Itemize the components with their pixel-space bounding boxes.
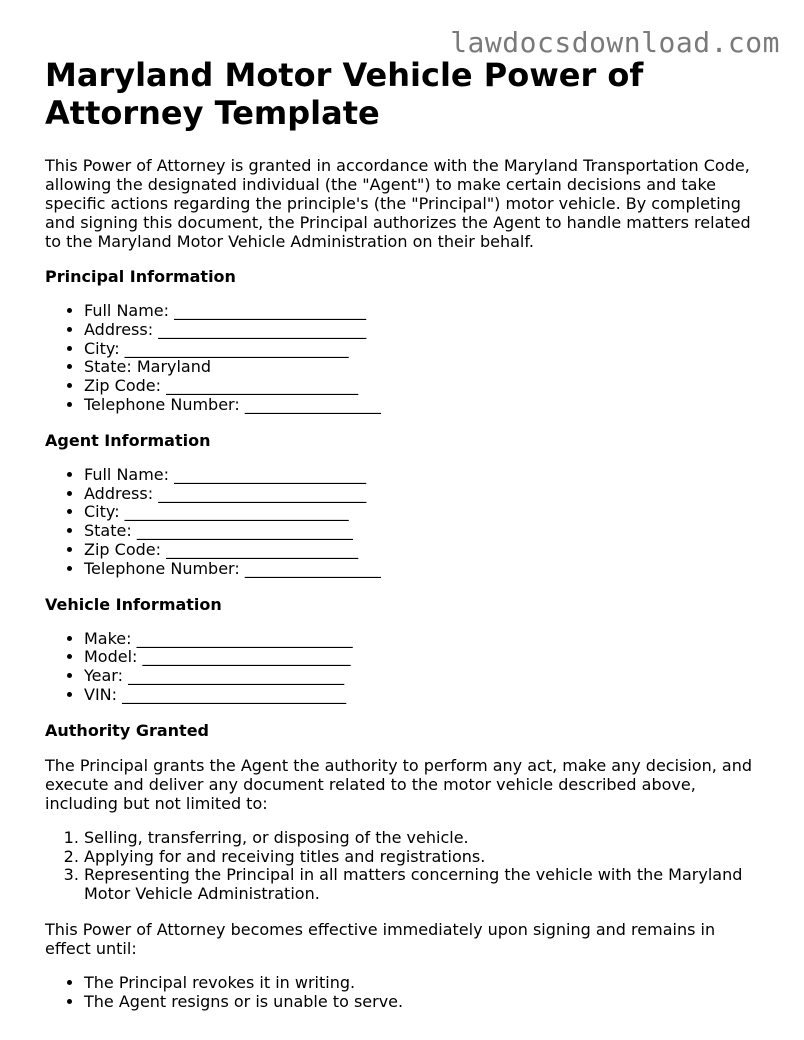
agent-city: • City: ____________________________ [84,503,765,522]
document-body [45,56,765,1012]
principal-zip: • Zip Code: ________________________ [84,377,765,396]
effective-paragraph: This Power of Attorney becomes effective immediately upon signing and remains in effect until: [45,919,716,958]
principal-telephone: • Telephone Number: _________________ [84,396,765,415]
authority-item-titles: 2. Applying for and receiving titles and registrations. [84,848,765,867]
authority-paragraph: The Principal grants the Agent the authority to perform any act, make any decision, and execute and deliver any document related to the motor vehicle described above, including but not limited to: [45,755,753,813]
principal-full-name: • Full Name: ________________________ [84,302,765,321]
authority-list [45,829,765,904]
agent-list [45,466,765,579]
agent-heading: Agent Information [45,430,211,450]
vehicle-vin: • VIN: ____________________________ [84,686,765,705]
principal-heading: Principal Information [45,267,236,286]
watermark: lawdocsdownload.com [450,26,780,59]
vehicle-make: • Make: ___________________________ [84,630,765,649]
vehicle-model: • Model: __________________________ [84,648,765,667]
principal-address: • Address: __________________________ [84,321,765,340]
agent-state: • State: ___________________________ [84,522,765,541]
effective-list [45,974,765,1012]
principal-list [45,302,765,415]
page-title: Maryland Motor Vehicle Power of Attorney Template [45,56,644,132]
principal-state: • State: Maryland [84,358,765,377]
authority-item-representing: 3. Representing the Principal in all matters concerning the vehicle with the Maryland Motor Vehicle Administration. [84,866,765,904]
intro-paragraph: This Power of Attorney is granted in accordance with the Maryland Transportation Code, allowing the designated individual (the "Agent") to make certain decisions and take specific actions regarding the principle's (the "Principal") motor vehicle. By completing and signing this document, the Principal authorizes the Agent to handle matters related to the Maryland Motor Vehicle Administration on their behalf. [45,156,751,251]
vehicle-year: • Year: ___________________________ [84,667,765,686]
authority-heading: Authority Granted [45,720,209,740]
vehicle-list [45,630,765,705]
agent-telephone: • Telephone Number: _________________ [84,560,765,579]
effective-item-resigns: • The Agent resigns or is unable to serve. [84,993,765,1012]
effective-item-revokes: • The Principal revokes it in writing. [84,974,765,993]
agent-address: • Address: __________________________ [84,485,765,504]
agent-zip: • Zip Code: ________________________ [84,541,765,560]
principal-city: • City: ____________________________ [84,340,765,359]
agent-full-name: • Full Name: ________________________ [84,466,765,485]
authority-item-selling: 1. Selling, transferring, or disposing of the vehicle. [84,829,765,848]
vehicle-heading: Vehicle Information [45,594,222,614]
